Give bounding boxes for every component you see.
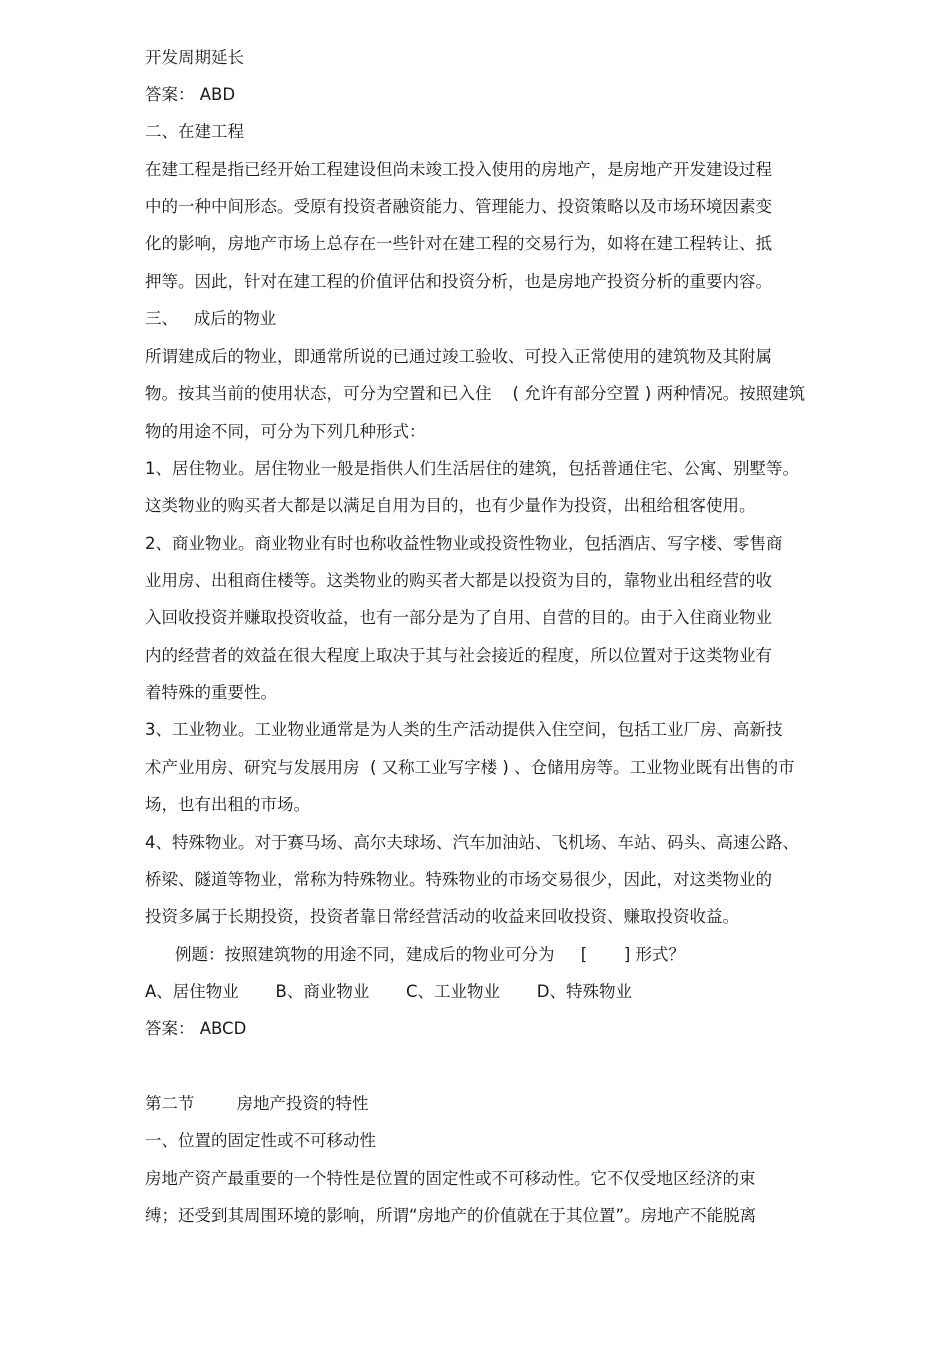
answer-line: 答案： ABD <box>145 85 236 104</box>
text-line: 内的经营者的效益在很大程度上取决于其与社会接近的程度，所以位置对于这类物业有 <box>145 646 772 665</box>
text-line: 中的一种中间形态。受原有投资者融资能力、管理能力、投资策略以及市场环境因素变 <box>145 197 772 216</box>
section-heading: 二、在建工程 <box>145 122 244 141</box>
text-line: 缚；还受到其周围环境的影响，所谓“房地产的价值就在于其位置”。房地产不能脱离 <box>145 1206 757 1225</box>
list-item: 4、特殊物业。对于赛马场、高尔夫球场、汽车加油站、飞机场、车站、码头、高速公路、 <box>145 833 799 852</box>
section-heading: 一、位置的固定性或不可移动性 <box>145 1131 376 1150</box>
text-line: 术产业用房、研究与发展用房 ( 又称工业写字楼 ) 、仓储用房等。工业物业既有出售的市 <box>145 758 795 777</box>
answer-line: 答案： ABCD <box>145 1019 247 1038</box>
list-item: 1、居住物业。居住物业一般是指供人们生活居住的建筑，包括普通住宅、公寓、别墅等。 <box>145 459 799 478</box>
text-line: 化的影响，房地产市场上总存在一些针对在建工程的交易行为，如将在建工程转让、抵 <box>145 234 772 253</box>
text-line: 物的用途不同，可分为下列几种形式： <box>145 422 426 441</box>
text-line: 这类物业的购买者大都是以满足自用为目的，也有少量作为投资，出租给租客使用。 <box>145 496 756 515</box>
text-line: 物。按其当前的使用状态，可分为空置和已入住 ( 允许有部分空置 ) 两种情况。按照建筑 <box>145 384 806 403</box>
text-line: 所谓建成后的物业，即通常所说的已通过竣工验收、可投入正常使用的建筑物及其附属 <box>145 347 772 366</box>
text-line: 场，也有出租的市场。 <box>145 795 310 814</box>
text-line: 房地产资产最重要的一个特性是位置的固定性或不可移动性。它不仅受地区经济的束 <box>145 1169 756 1188</box>
answer-options: A、居住物业 B、商业物业 C、工业物业 D、特殊物业 <box>145 982 632 1001</box>
example-question: 例题：按照建筑物的用途不同，建成后的物业可分为 [ ] 形式？ <box>175 945 686 964</box>
text-line: 投资多属于长期投资，投资者靠日常经营活动的收益来回收投资、赚取投资收益。 <box>145 907 739 926</box>
text-line: 押等。因此，针对在建工程的价值评估和投资分析，也是房地产投资分析的重要内容。 <box>145 272 772 291</box>
text-line: 桥梁、隧道等物业，常称为特殊物业。特殊物业的市场交易很少，因此，对这类物业的 <box>145 870 772 889</box>
text-line: 在建工程是指已经开始工程建设但尚未竣工投入使用的房地产，是房地产开发建设过程 <box>145 160 772 179</box>
text-line: 业用房、出租商住楼等。这类物业的购买者大都是以投资为目的，靠物业出租经营的收 <box>145 571 772 590</box>
section-title: 第二节 房地产投资的特性 <box>145 1094 369 1113</box>
text-line: 入回收投资并赚取投资收益，也有一部分是为了自用、自营的目的。由于入住商业物业 <box>145 608 772 627</box>
text-line: 着特殊的重要性。 <box>145 683 277 702</box>
list-item: 2、商业物业。商业物业有时也称收益性物业或投资性物业，包括酒店、写字楼、零售商 <box>145 534 783 553</box>
list-item: 3、工业物业。工业物业通常是为人类的生产活动提供入住空间，包括工业厂房、高新技 <box>145 720 783 739</box>
text-line: 开发周期延长 <box>145 48 244 67</box>
section-heading: 三、 成后的物业 <box>145 309 277 328</box>
